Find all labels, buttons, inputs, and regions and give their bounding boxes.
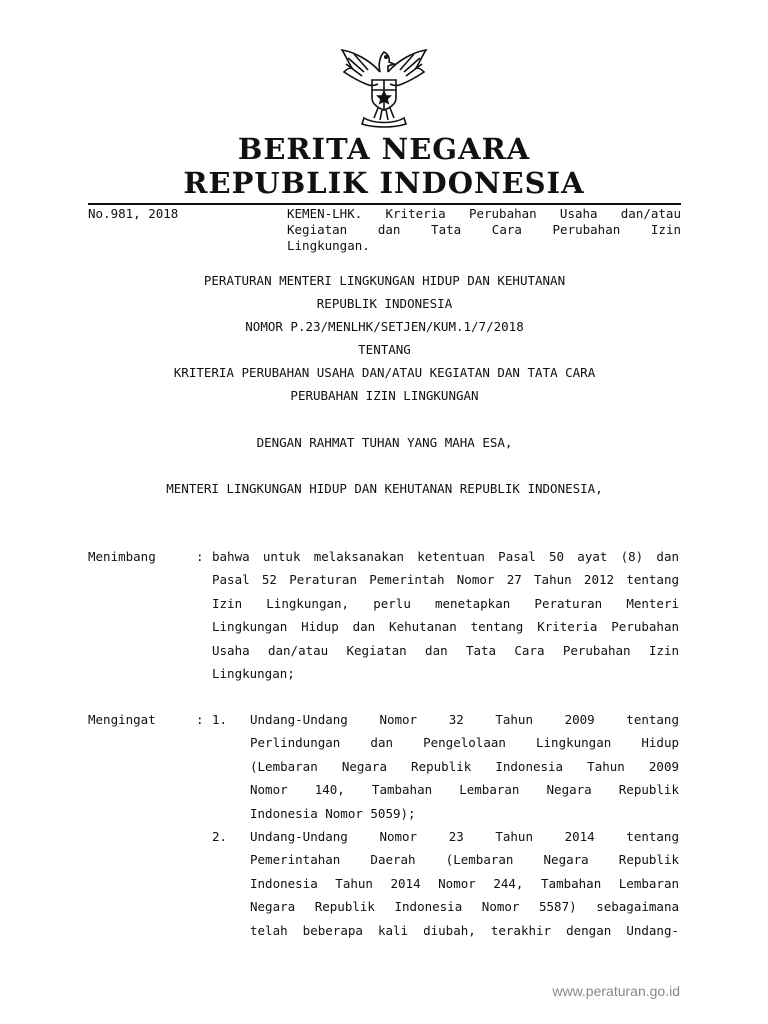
text-line: (Lembaran Negara Republik Indonesia Tahun 2009 [250,758,679,774]
text-line: Pasal 52 Peraturan Pemerintah Nomor 27 Tahun 2012 tentang [212,572,679,588]
menimbang-colon: : [196,549,204,564]
menimbang-text [212,545,679,685]
text-line: Lingkungan Hidup dan Kehutanan tentang Kriteria Perubahan [212,619,679,635]
text-line: Indonesia Tahun 2014 Nomor 244, Tambahan Lembaran [250,875,679,891]
list-item-number: 1. [212,712,228,727]
list-item-number: 2. [212,829,228,844]
text-line: Negara Republik Indonesia Nomor 5587) sebagaimana [250,899,679,915]
subject-line: KEMEN-LHK. Kriteria Perubahan Usaha dan/atau [287,206,681,221]
garuda-emblem-icon [336,42,432,130]
footer-url[interactable]: www.peraturan.go.id [552,983,680,999]
regulation-number: NOMOR P.23/MENLHK/SETJEN/KUM.1/7/2018 [245,319,524,334]
header-rule [88,203,681,205]
gazette-number: No.981, 2018 [88,206,179,221]
text-line: bahwa untuk melaksanakan ketentuan Pasal 50 ayat (8) dan [212,549,679,564]
masthead-title: BERITA NEGARA [237,132,531,166]
text-line: Perlindungan dan Pengelolaan Lingkungan Hidup [250,735,679,751]
masthead-subtitle: REPUBLIK INDONESIA [183,166,585,200]
mengingat-label: Mengingat [88,712,156,727]
list-item [250,825,679,942]
text-line: Pemerintahan Daerah (Lembaran Negara Republik [250,852,679,868]
regulation-title-line: TENTANG [358,342,411,357]
mengingat-colon: : [196,712,204,727]
subject-line: Kegiatan dan Tata Cara Perubahan Izin [287,222,681,237]
text-line: Lingkungan; [212,666,295,682]
regulation-title-line: PERATURAN MENTERI LINGKUNGAN HIDUP DAN KEHUTANAN [203,273,566,288]
preamble-authority: MENTERI LINGKUNGAN HIDUP DAN KEHUTANAN REPUBLIK INDONESIA, [166,481,603,496]
regulation-subject-line: KRITERIA PERUBAHAN USAHA DAN/ATAU KEGIATAN DAN TATA CARA [173,365,596,380]
list-item [250,708,679,825]
menimbang-label: Menimbang [88,549,156,564]
gazette-subject [287,206,681,254]
preamble-invocation: DENGAN RAHMAT TUHAN YANG MAHA ESA, [256,435,513,450]
text-line: Usaha dan/atau Kegiatan dan Tata Cara Perubahan Izin [212,642,679,658]
text-line: Izin Lingkungan, perlu menetapkan Peraturan Menteri [212,595,679,611]
text-line: Indonesia Nomor 5059); [250,805,416,821]
text-line: Undang-Undang Nomor 23 Tahun 2014 tentang [250,829,679,844]
regulation-title-line: REPUBLIK INDONESIA [316,296,453,311]
text-line: telah beberapa kali diubah, terakhir dengan Undang- [250,922,679,938]
subject-line: Lingkungan. [287,238,370,253]
regulation-subject-line: PERUBAHAN IZIN LINGKUNGAN [290,388,479,403]
text-line: Undang-Undang Nomor 32 Tahun 2009 tentang [250,712,679,727]
text-line: Nomor 140, Tambahan Lembaran Negara Republik [250,782,679,798]
